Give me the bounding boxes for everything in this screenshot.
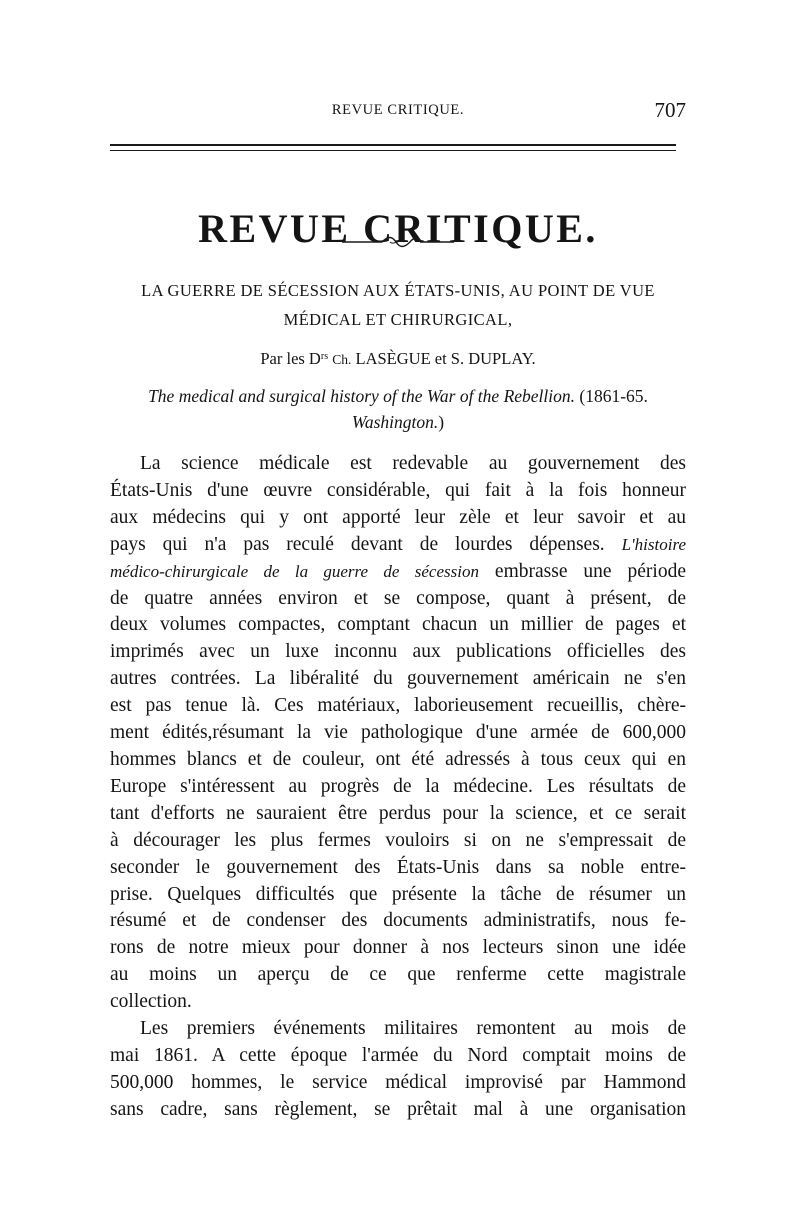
- paragraph-line: [110, 855, 686, 882]
- text-run: au moins un aperçu de ce que renferme cette magistrale: [110, 964, 686, 986]
- paragraph-line: [110, 962, 686, 989]
- text-run: mai 1861. A cette époque l'armée du Nord comptait moins de: [110, 1044, 686, 1066]
- source-close: ): [438, 412, 445, 432]
- italic-text: médico-chirurgicale de la guerre de sécession: [110, 561, 479, 581]
- source-place: Washington.: [351, 412, 439, 432]
- paragraph-line: [110, 693, 686, 720]
- paragraph-line: [110, 1097, 686, 1124]
- text-run: à décourager les plus fermes vouloirs si on ne s'empressait de: [110, 829, 686, 851]
- text-run: hommes blancs et de couleur, ont été adressés à tous ceux qui en: [110, 748, 686, 770]
- text-run: seconder le gouvernement des États-Unis dans sa noble entre-: [110, 856, 686, 878]
- paragraph-line: [110, 747, 686, 774]
- authors-prefix: Par les D: [260, 349, 321, 368]
- text-run: ment édités,résumant la vie pathologique d'une armée de 600,000: [110, 722, 686, 744]
- paragraph-line: [110, 478, 686, 505]
- paragraph-line: [110, 882, 686, 909]
- authors-initial: Ch.: [332, 352, 352, 367]
- authors-names: LASÈGUE et S. DUPLAY.: [351, 349, 536, 368]
- paragraph-line: [110, 612, 686, 639]
- text-run: aux médecins qui y ont apporté leur zèle et leur savoir et au: [110, 506, 686, 528]
- text-run: pays qui n'a pas reculé devant de lourdes dépenses.: [110, 533, 622, 555]
- paragraph-line: [110, 666, 686, 693]
- header-rule-thin: [110, 150, 676, 151]
- paragraph-line: [110, 801, 686, 828]
- text-run: États-Unis d'une œuvre considérable, qui fait à la fois honneur: [110, 479, 686, 501]
- paragraph-line: [110, 720, 686, 747]
- text-run: 500,000 hommes, le service médical improvisé par Hammond: [110, 1071, 686, 1093]
- source-citation: [110, 383, 686, 435]
- article-title: [110, 276, 686, 334]
- italic-text: L'histoire: [621, 534, 686, 554]
- source-years: (1861-65.: [575, 386, 648, 406]
- paragraph-line: [110, 908, 686, 935]
- paragraph-line: [110, 559, 686, 586]
- header-rule-thick: [110, 144, 676, 146]
- paragraph-line: [110, 935, 686, 962]
- text-run: est pas tenue là. Ces matériaux, laborieusement recueillis, chère-: [110, 695, 686, 717]
- paragraph-line: [110, 989, 686, 1016]
- text-run: résumé et de condenser des documents administratifs, nous fe-: [110, 910, 686, 932]
- paragraph-line: [110, 774, 686, 801]
- paragraph-line: [110, 828, 686, 855]
- article-title-line-1: LA GUERRE DE SÉCESSION AUX ÉTATS-UNIS, AU POINT DE VUE: [141, 281, 655, 300]
- paragraph-line: [110, 586, 686, 613]
- ornament-divider-icon: [338, 234, 458, 250]
- text-run: embrasse une période: [478, 560, 687, 582]
- text-run: autres contrées. La libéralité du gouvernement américain ne s'en: [110, 668, 686, 690]
- text-run: imprimés avec un luxe inconnu aux publications officielles des: [110, 641, 686, 663]
- paragraph-line: [110, 451, 686, 478]
- text-run: sans cadre, sans règlement, se prêtait mal à une organisation: [110, 1098, 686, 1120]
- text-run: de quatre années environ et se compose, quant à présent, de: [110, 587, 686, 609]
- text-run: La science médicale est redevable au gouvernement des: [140, 453, 686, 474]
- running-head-title: REVUE CRITIQUE.: [331, 102, 465, 118]
- source-title: The medical and surgical history of the War of the Rebellion.: [148, 386, 575, 406]
- paragraph-line: [110, 532, 686, 559]
- text-run: collection.: [110, 991, 192, 1013]
- paragraph-line: [110, 639, 686, 666]
- authors-superscript: rs: [320, 351, 329, 362]
- paragraph-line: [110, 1043, 686, 1070]
- text-run: prise. Quelques difficultés que présente la tâche de résumer un: [110, 883, 686, 905]
- section-title: REVUE CRITIQUE.: [198, 205, 598, 251]
- running-head: [110, 98, 686, 122]
- paragraph-line: [110, 1070, 686, 1097]
- text-run: deux volumes compactes, comptant chacun un millier de pages et: [110, 614, 686, 636]
- paragraph-line: [110, 1016, 686, 1043]
- authors-line: [110, 345, 686, 372]
- text-run: rons de notre mieux pour donner à nos lecteurs sinon une idée: [110, 937, 686, 959]
- text-run: Europe s'intéressent au progrès de la médecine. Les résultats de: [110, 775, 686, 797]
- text-run: tant d'efforts ne sauraient être perdus pour la science, et ce serait: [110, 802, 686, 824]
- article-title-line-2: MÉDICAL ET CHIRURGICAL,: [283, 310, 513, 329]
- paragraph-line: [110, 505, 686, 532]
- text-run: Les premiers événements militaires remontent au mois de: [140, 1018, 686, 1040]
- body-text: [110, 451, 686, 1124]
- book-page: [110, 0, 686, 1215]
- page-number: 707: [654, 98, 686, 122]
